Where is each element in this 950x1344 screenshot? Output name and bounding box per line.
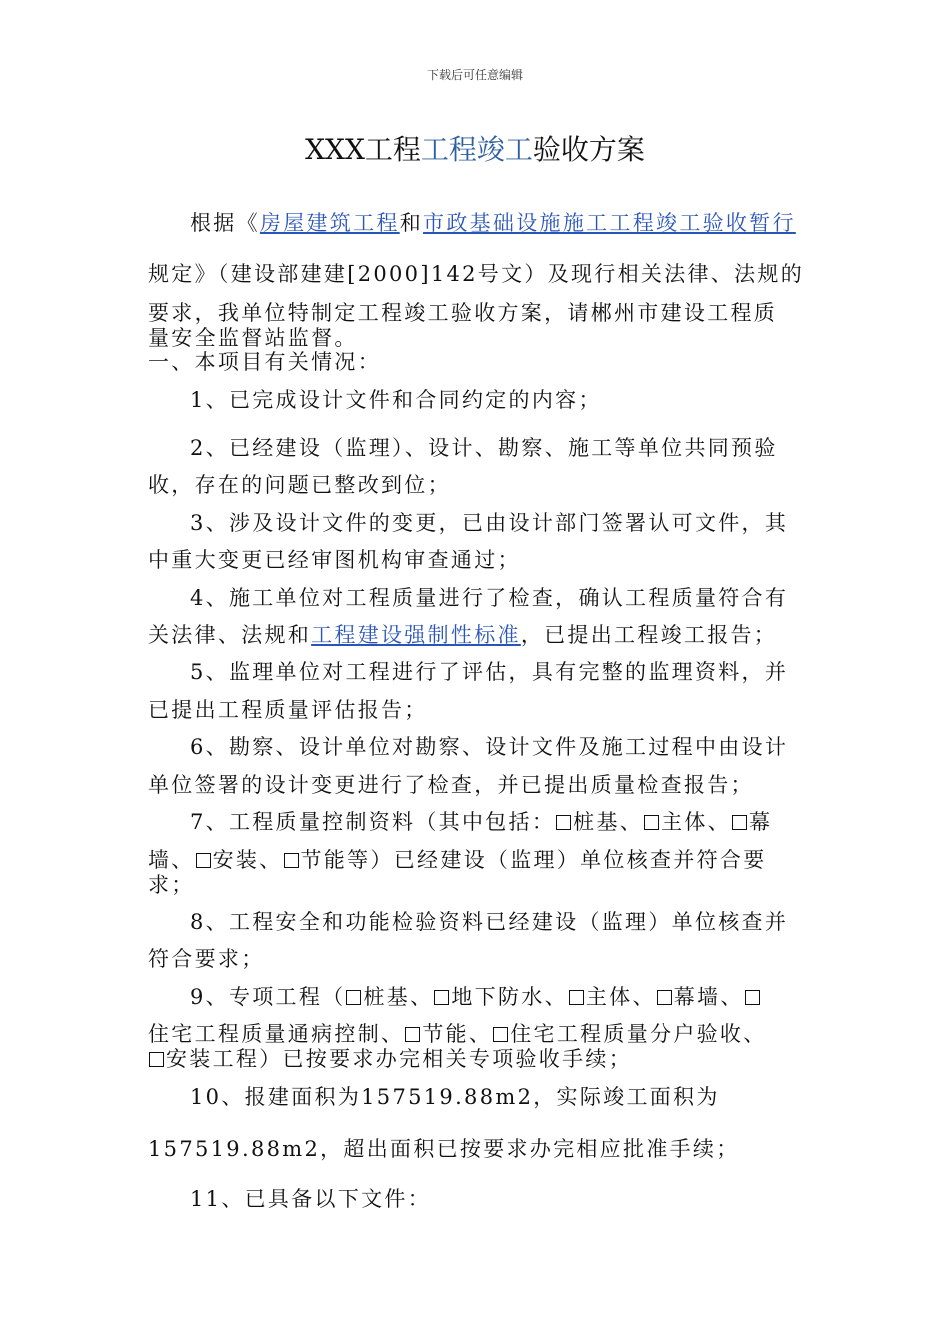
intro-line-4: 量安全监督站监督。 <box>148 326 358 350</box>
checkbox-special-main-structure[interactable] <box>569 990 584 1005</box>
item-1: 1、已完成设计文件和合同约定的内容； <box>190 388 602 412</box>
item-text: 主体、 <box>661 810 731 834</box>
item-text: 节能、 <box>422 1022 493 1046</box>
checkbox-common-defects-control[interactable] <box>745 990 760 1005</box>
item-9-line-3 <box>148 1044 808 1074</box>
item-text: 9、专项工程（ <box>190 985 346 1009</box>
item-9-line-1 <box>190 982 810 1012</box>
title-highlight: 工程竣工 <box>420 133 533 166</box>
item-4-line-1: 4、施工单位对工程质量进行了检查，确认工程质量符合有 <box>190 586 789 610</box>
link-housing-construction[interactable]: 房屋建筑工程 <box>259 211 400 235</box>
checkbox-pile-foundation[interactable] <box>556 815 571 830</box>
item-11: 11、已具备以下文件： <box>190 1187 432 1211</box>
item-text: 桩基、 <box>573 810 644 834</box>
item-2-line-2: 收，存在的问题已整改到位； <box>148 473 451 497</box>
header-note: 下载后可任意编辑 <box>426 68 523 82</box>
item-text: 主体、 <box>585 985 656 1009</box>
item-2-line-1: 2、已经建设（监理）、设计、勘察、施工等单位共同预验 <box>190 436 778 460</box>
link-mandatory-standards[interactable]: 工程建设强制性标准 <box>311 623 521 647</box>
item-10-line-1: 10、报建面积为157519.88m2，实际竣工面积为 <box>190 1085 720 1109</box>
intro-text: 和 <box>399 211 424 235</box>
item-text: 幕 <box>748 810 773 834</box>
checkbox-special-energy-saving[interactable] <box>405 1027 420 1042</box>
item-text: 住宅工程质量通病控制、 <box>148 1022 405 1046</box>
item-text: 住宅工程质量分户验收、 <box>510 1022 767 1046</box>
item-6-line-1: 6、勘察、设计单位对勘察、设计文件及施工过程中由设计 <box>190 735 789 759</box>
item-text: 安装、 <box>212 848 283 872</box>
link-municipal-acceptance-rules[interactable]: 市政基础设施施工工程竣工验收暂行 <box>423 211 796 235</box>
item-10-line-2: 157519.88m2，超出面积已按要求办完相应批准手续； <box>148 1137 740 1161</box>
title-suffix: 验收方案 <box>532 133 645 166</box>
checkbox-household-acceptance[interactable] <box>493 1027 508 1042</box>
checkbox-special-pile-foundation[interactable] <box>346 990 361 1005</box>
section-heading: 一、本项目有关情况： <box>148 350 381 374</box>
item-5-line-2: 已提出工程质量评估报告； <box>148 698 428 722</box>
checkbox-special-curtain-wall[interactable] <box>657 990 672 1005</box>
item-8-line-2: 符合要求； <box>148 947 265 971</box>
checkbox-underground-waterproofing[interactable] <box>434 990 449 1005</box>
item-8-line-1: 8、工程安全和功能检验资料已经建设（监理）单位核查并 <box>190 910 789 934</box>
checkbox-installation-works[interactable] <box>149 1052 164 1067</box>
intro-text: 根据《 <box>190 211 260 235</box>
item-text: 关法律、法规和 <box>148 623 312 647</box>
item-7-line-3: 求； <box>148 873 195 897</box>
intro-line-2: 规定》（建设部建建[2000]142号文）及现行相关法律、法规的 <box>148 262 805 286</box>
item-4-line-2 <box>148 620 808 650</box>
item-text: 地下防水、 <box>451 985 568 1009</box>
item-5-line-1: 5、监理单位对工程进行了评估，具有完整的监理资料，并 <box>190 660 789 684</box>
title-prefix: XXX工程 <box>305 133 421 166</box>
checkbox-curtain-wall[interactable] <box>732 815 747 830</box>
item-text: 节能等）已经建设（监理）单位核查并符合要 <box>300 848 767 872</box>
item-text: 墙、 <box>148 848 195 872</box>
item-text: 桩基、 <box>363 985 434 1009</box>
item-text: 安装工程）已按要求办完相关专项验收手续； <box>166 1047 632 1071</box>
page-title <box>0 130 950 170</box>
item-text: 7、工程质量控制资料（其中包括： <box>190 810 556 834</box>
item-7-line-1 <box>190 807 810 837</box>
checkbox-main-structure[interactable] <box>644 815 659 830</box>
item-6-line-2: 单位签署的设计变更进行了检查，并已提出质量检查报告； <box>148 773 754 797</box>
item-text: 幕墙、 <box>673 985 744 1009</box>
item-3-line-2: 中重大变更已经审图机构审查通过； <box>148 548 521 572</box>
intro-line-3: 要求，我单位特制定工程竣工验收方案，请郴州市建设工程质 <box>148 301 778 325</box>
intro-line-1 <box>190 208 810 238</box>
checkbox-installation[interactable] <box>196 853 211 868</box>
checkbox-energy-saving[interactable] <box>284 853 299 868</box>
item-3-line-1: 3、涉及设计文件的变更，已由设计部门签署认可文件，其 <box>190 511 789 535</box>
item-text: ，已提出工程竣工报告； <box>520 623 778 647</box>
